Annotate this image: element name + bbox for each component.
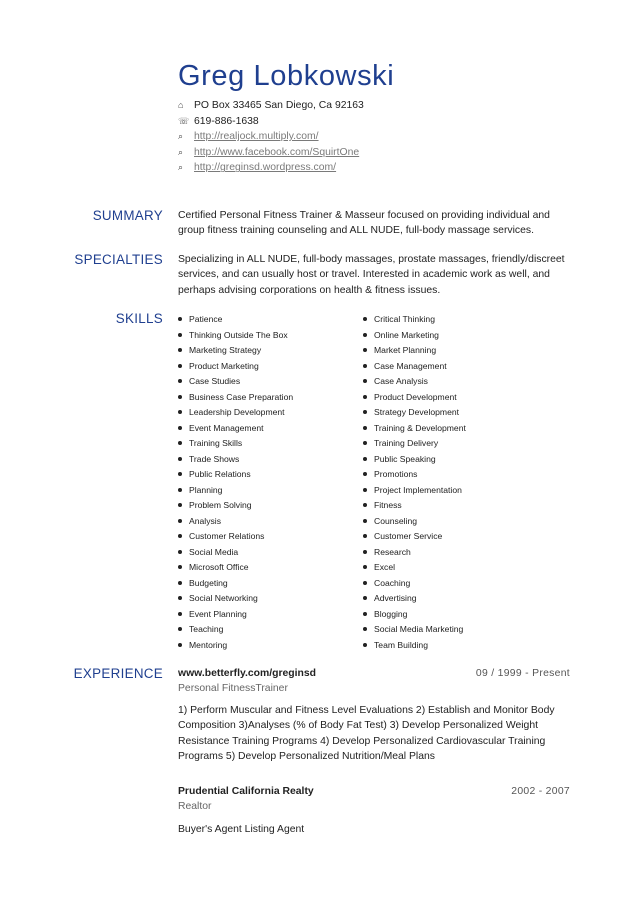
skill-label: Product Marketing xyxy=(189,360,259,371)
skill-label: Strategy Development xyxy=(374,407,460,417)
skill-label: Coaching xyxy=(374,577,411,588)
job-role: Personal FitnessTrainer xyxy=(178,683,288,694)
bullet-icon xyxy=(178,503,182,507)
skill-label: Excel xyxy=(374,562,396,572)
skill-label: Mentoring xyxy=(189,639,228,650)
bullet-icon xyxy=(178,519,182,523)
bullet-icon xyxy=(363,627,367,631)
skill-item xyxy=(363,390,466,406)
skill-label: Trade Shows xyxy=(189,453,240,464)
bullet-icon xyxy=(178,534,182,538)
skill-item xyxy=(363,607,466,623)
bullet-icon xyxy=(178,550,182,554)
website-link-wordpress[interactable]: http://greginsd.wordpress.com/ xyxy=(194,162,337,174)
bullet-icon xyxy=(178,627,182,631)
skill-item xyxy=(363,498,466,514)
skill-item xyxy=(178,545,293,561)
bullet-icon xyxy=(363,441,367,445)
skill-item xyxy=(363,483,466,499)
skill-label: Budgeting xyxy=(189,577,228,588)
skill-item xyxy=(178,312,293,328)
bullet-icon xyxy=(178,612,182,616)
website-link-facebook[interactable]: http://www.facebook.com/SquirtOne xyxy=(194,146,360,158)
skill-item xyxy=(178,638,293,654)
skills-heading: SKILLS xyxy=(115,311,163,326)
skill-item xyxy=(178,576,293,592)
bullet-icon xyxy=(178,441,182,445)
website-link-realjock[interactable]: http://realjock.multiply.com/ xyxy=(194,131,319,143)
bullet-icon xyxy=(363,581,367,585)
skill-label: Online Marketing xyxy=(374,329,439,340)
skill-label: Product Development xyxy=(374,391,457,402)
bullet-icon xyxy=(363,503,367,507)
skill-label: Event Planning xyxy=(189,608,247,619)
skill-label: Fitness xyxy=(374,500,402,510)
bullet-icon xyxy=(363,488,367,492)
phone-text: 619-886-1638 xyxy=(194,115,259,127)
job-company: Prudential California Realty xyxy=(178,786,314,797)
skill-label: Project Implementation xyxy=(374,484,462,495)
skill-label: Customer Relations xyxy=(189,531,265,541)
bullet-icon xyxy=(178,643,182,647)
skill-item xyxy=(363,436,466,452)
contact-phone xyxy=(178,114,364,130)
skill-item xyxy=(178,483,293,499)
skill-item xyxy=(363,576,466,592)
skill-item xyxy=(363,452,466,468)
job-description: 1) Perform Muscular and Fitness Level Evaluations 2) Establish and Monitor Body Composition 3)Analyses (% of Body Fat Test) 3) Develop Personalized Weight Resistance Training Programs 4) Develop Personalized Cardiovascular Training Programs 5) Develop Personalized Nutrition/Meal Plans xyxy=(178,705,555,763)
bullet-icon xyxy=(363,472,367,476)
skill-label: Social Networking xyxy=(189,593,258,603)
skill-item xyxy=(363,622,466,638)
skill-label: Market Planning xyxy=(374,345,437,355)
skill-label: Planning xyxy=(189,484,223,495)
bullet-icon xyxy=(363,317,367,321)
bullet-icon xyxy=(178,364,182,368)
skill-item xyxy=(178,374,293,390)
bullet-icon xyxy=(178,333,182,337)
bullet-icon xyxy=(363,519,367,523)
bullet-icon xyxy=(178,410,182,414)
skill-label: Problem Solving xyxy=(189,500,252,510)
skill-label: Team Building xyxy=(374,639,428,650)
job-role: Realtor xyxy=(178,801,212,812)
bullet-icon xyxy=(178,596,182,600)
skill-item xyxy=(178,343,293,359)
bullet-icon xyxy=(178,488,182,492)
summary-heading: SUMMARY xyxy=(92,208,163,223)
specialties-text: Specializing in ALL NUDE, full-body massages, prostate massages, friendly/discreet services, and can usually host or travel. Interested in academic work as well, and perhaps advising corporations on health & fitness issues. xyxy=(178,254,565,296)
bullet-icon xyxy=(178,472,182,476)
skill-item xyxy=(178,405,293,421)
bullet-icon xyxy=(178,379,182,383)
bullet-icon xyxy=(363,643,367,647)
skill-label: Social Media Marketing xyxy=(374,624,464,634)
skill-item xyxy=(178,514,293,530)
skill-item xyxy=(178,359,293,375)
skill-label: Leadership Development xyxy=(189,407,285,417)
skill-label: Patience xyxy=(189,314,223,324)
specialties-heading: SPECIALTIES xyxy=(74,252,163,267)
job-date: 2002 - 2007 xyxy=(511,786,570,797)
bullet-icon xyxy=(363,550,367,554)
skill-label: Business Case Preparation xyxy=(189,391,294,402)
skill-label: Critical Thinking xyxy=(374,314,435,324)
contact-address xyxy=(178,98,364,114)
skill-label: Analysis xyxy=(189,515,221,526)
skill-item xyxy=(363,545,466,561)
bullet-icon xyxy=(363,364,367,368)
bullet-icon xyxy=(363,534,367,538)
skill-item xyxy=(363,529,466,545)
skill-item xyxy=(363,328,466,344)
skill-item xyxy=(363,312,466,328)
experience-heading: EXPERIENCE xyxy=(73,666,163,681)
phone-icon: ☏ xyxy=(178,115,190,126)
skill-label: Public Relations xyxy=(189,469,251,479)
skill-item xyxy=(363,514,466,530)
bullet-icon xyxy=(178,348,182,352)
skill-label: Microsoft Office xyxy=(189,562,249,572)
skill-label: Thinking Outside The Box xyxy=(189,329,288,340)
skill-item xyxy=(178,622,293,638)
skill-item xyxy=(178,498,293,514)
skill-label: Promotions xyxy=(374,469,418,479)
skill-item xyxy=(178,560,293,576)
contact-website-3 xyxy=(178,160,364,176)
skill-label: Event Management xyxy=(189,422,264,433)
skill-label: Social Media xyxy=(189,546,239,557)
job-date: 09 / 1999 - Present xyxy=(475,668,570,679)
skill-item xyxy=(363,591,466,607)
contact-list xyxy=(178,98,364,176)
contact-website-2 xyxy=(178,145,364,161)
bullet-icon xyxy=(363,379,367,383)
address-text: PO Box 33465 San Diego, Ca 92163 xyxy=(194,100,364,111)
skill-label: Training & Development xyxy=(374,422,466,433)
skill-item xyxy=(178,452,293,468)
skill-label: Teaching xyxy=(189,624,224,634)
skill-item xyxy=(178,607,293,623)
skills-list-right xyxy=(363,312,466,653)
bullet-icon xyxy=(178,457,182,461)
skill-item xyxy=(178,467,293,483)
skill-item xyxy=(363,638,466,654)
bullet-icon xyxy=(363,348,367,352)
summary-text: Certified Personal Fitness Trainer & Masseur focused on providing individual and group fitness training counseling and ALL NUDE, full-body massage services. xyxy=(178,210,550,237)
contact-website-1 xyxy=(178,129,364,145)
bullet-icon xyxy=(363,596,367,600)
skill-label: Training Skills xyxy=(189,438,243,448)
skill-label: Customer Service xyxy=(374,531,443,541)
skill-item xyxy=(363,467,466,483)
skill-label: Blogging xyxy=(374,608,408,619)
bullet-icon xyxy=(178,317,182,321)
bullet-icon xyxy=(178,426,182,430)
skill-item xyxy=(363,343,466,359)
skill-label: Public Speaking xyxy=(374,453,436,464)
bullet-icon xyxy=(363,612,367,616)
bullet-icon xyxy=(363,426,367,430)
bullet-icon xyxy=(363,395,367,399)
skill-item xyxy=(178,436,293,452)
job-description: Buyer's Agent Listing Agent xyxy=(178,824,305,835)
bullet-icon xyxy=(363,410,367,414)
skill-label: Case Studies xyxy=(189,376,241,386)
bullet-icon xyxy=(363,457,367,461)
bullet-icon xyxy=(363,333,367,337)
skill-item xyxy=(363,374,466,390)
skill-item xyxy=(178,529,293,545)
skills-list-left xyxy=(178,312,293,653)
skill-item xyxy=(178,591,293,607)
skill-label: Case Management xyxy=(374,360,447,371)
skill-item xyxy=(178,390,293,406)
skill-item xyxy=(178,421,293,437)
skill-item xyxy=(363,560,466,576)
skill-item xyxy=(363,405,466,421)
skill-label: Case Analysis xyxy=(374,376,428,386)
bullet-icon xyxy=(178,395,182,399)
skill-label: Training Delivery xyxy=(374,438,439,448)
skill-label: Advertising xyxy=(374,593,417,603)
skill-label: Counseling xyxy=(374,515,417,526)
skill-label: Marketing Strategy xyxy=(189,345,262,355)
bullet-icon xyxy=(363,565,367,569)
web-icon: ⌕ xyxy=(178,131,184,142)
skill-item xyxy=(363,421,466,437)
web-icon: ⌕ xyxy=(178,162,184,173)
job-company: www.betterfly.com/greginsd xyxy=(178,668,316,679)
home-icon: ⌂ xyxy=(178,100,184,110)
bullet-icon xyxy=(178,581,182,585)
skill-label: Research xyxy=(374,546,411,557)
bullet-icon xyxy=(178,565,182,569)
skill-item xyxy=(178,328,293,344)
candidate-name: Greg Lobkowski xyxy=(178,60,395,92)
skill-item xyxy=(363,359,466,375)
web-icon: ⌕ xyxy=(178,146,184,157)
